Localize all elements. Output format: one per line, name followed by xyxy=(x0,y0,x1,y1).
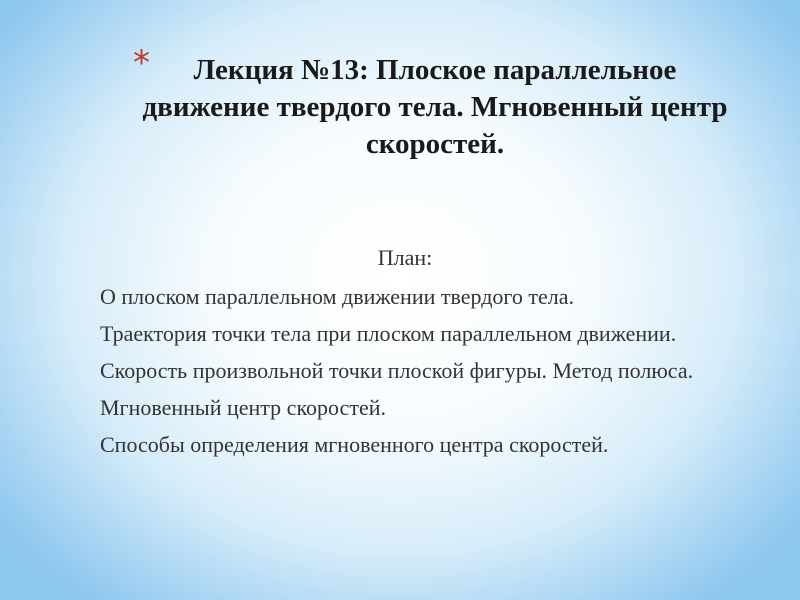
plan-item-4: Мгновенный центр скоростей. xyxy=(100,395,386,420)
plan-heading: План: xyxy=(377,245,433,270)
plan-item-5: Способы определения мгновенного центра скоростей. xyxy=(100,432,609,457)
plan-item-2: Траектория точки тела при плоском параллельном движении. xyxy=(100,321,677,346)
plan-item-1: О плоском параллельном движении твердого тела. xyxy=(100,284,575,309)
plan-item-3: Скорость произвольной точки плоской фигуры. Метод полюса. xyxy=(100,358,694,383)
title-block xyxy=(130,52,730,163)
plan-list xyxy=(100,282,713,467)
title-bullet-star-icon: * xyxy=(133,43,150,83)
slide-title: Лекция №13: Плоское параллельное движение твердого тела. Мгновенный центр скоростей. xyxy=(142,54,728,160)
